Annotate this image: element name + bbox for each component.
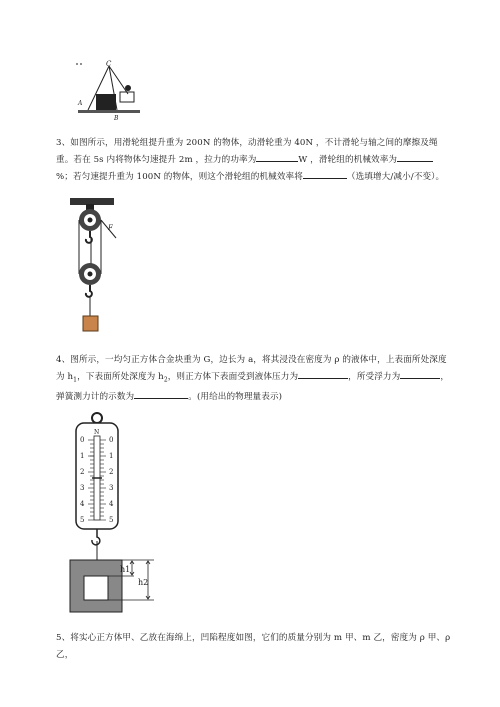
crane-figure [72, 58, 144, 124]
question-3 [56, 135, 468, 186]
q3-line-3-a: %；若匀速提升重为 100N 的物体，则这个滑轮组的机械效率将 [56, 172, 303, 182]
movable-pulley [79, 263, 101, 285]
label-h1: h1 [120, 565, 131, 574]
label-c: C [106, 60, 112, 68]
fixed-pulley [79, 209, 101, 231]
submerged-cube [84, 576, 108, 600]
question-4 [56, 352, 468, 406]
right-tick-0: 0 [109, 436, 114, 444]
scale-reading-blank[interactable] [134, 389, 188, 399]
label-b: B [114, 115, 119, 122]
q4-line-2-d: ，所受浮力为 [348, 372, 401, 382]
right-tick-1: 1 [109, 452, 114, 460]
pressure-force-blank[interactable] [298, 369, 348, 379]
q4-line-2-e: ， [440, 372, 450, 382]
right-tick-3: 3 [109, 484, 114, 492]
power-blank[interactable] [256, 152, 298, 162]
pulley-figure [66, 198, 126, 336]
right-tick-4: 4 [109, 500, 114, 508]
worker-platform [120, 92, 134, 102]
left-tick-5: 5 [80, 516, 85, 524]
q3-line-1: 3、如图所示，用滑轮组提升重为 200N 的物体，动滑轮重为 40N ，不计滑轮与轴之间的摩擦及绳 [56, 138, 438, 148]
scale-unit-label: N [94, 429, 100, 436]
q3-line-3 [56, 169, 468, 186]
q4-line-2-b: ，下表面所处深度为 h [77, 372, 164, 382]
left-tick-0: 0 [80, 436, 85, 444]
force-label: F [108, 224, 113, 232]
efficiency-blank[interactable] [397, 152, 433, 162]
q4-line-2 [56, 369, 468, 389]
left-tick-3: 3 [80, 484, 85, 492]
right-tick-2: 2 [109, 468, 114, 476]
q3-line-3-b: （选填增大/减小/不变）。 [346, 172, 445, 182]
worker [125, 85, 131, 91]
scale-ring [92, 413, 102, 423]
q4-line-2-c: ，则正方体下表面受到液体压力为 [167, 372, 299, 382]
q4-sub-1: 1 [73, 376, 78, 384]
left-tick-4: 4 [80, 500, 85, 508]
q4-line-2-a: 为 h [56, 372, 74, 382]
question-5 [56, 630, 468, 664]
q3-line-2-b: W ，滑轮组的机械效率为 [298, 155, 398, 165]
movable-pulley-hook [86, 285, 92, 297]
tower-base [96, 94, 116, 112]
q3-line-2-a: 重。若在 5s 内将物体匀速提升 2m ，拉力的功率为 [56, 155, 257, 165]
label-h2: h2 [138, 578, 149, 587]
buoyancy-blank[interactable] [400, 369, 440, 379]
load-block [83, 316, 98, 331]
ceiling [70, 198, 114, 205]
q3-line-2 [56, 152, 468, 169]
spring-scale-figure [62, 410, 172, 616]
scale-hook [92, 529, 100, 545]
q4-sub-2: 2 [163, 376, 168, 384]
label-a: A [78, 100, 83, 107]
q4-line-3 [56, 389, 468, 406]
left-tick-2: 2 [80, 468, 85, 476]
q4-line-1: 4、图所示，一均匀正方体合金块重为 G，边长为 a，将其浸没在密度为 ρ 的液体中，上表面所处深度 [56, 355, 447, 365]
ground [78, 110, 140, 113]
left-tick-1: 1 [80, 452, 85, 460]
q4-line-3-b: 。(用给出的物理量表示) [188, 391, 283, 402]
efficiency-change-blank[interactable] [303, 169, 347, 179]
q5-line-1: 5、将实心正方体甲、乙放在海绵上，凹陷程度如图，它们的质量分别为 m 甲、m 乙，密度为 ρ 甲、ρ 乙， [56, 633, 451, 660]
q4-line-3-a: 弹簧测力计的示数为 [56, 391, 135, 402]
right-tick-5: 5 [109, 516, 114, 524]
